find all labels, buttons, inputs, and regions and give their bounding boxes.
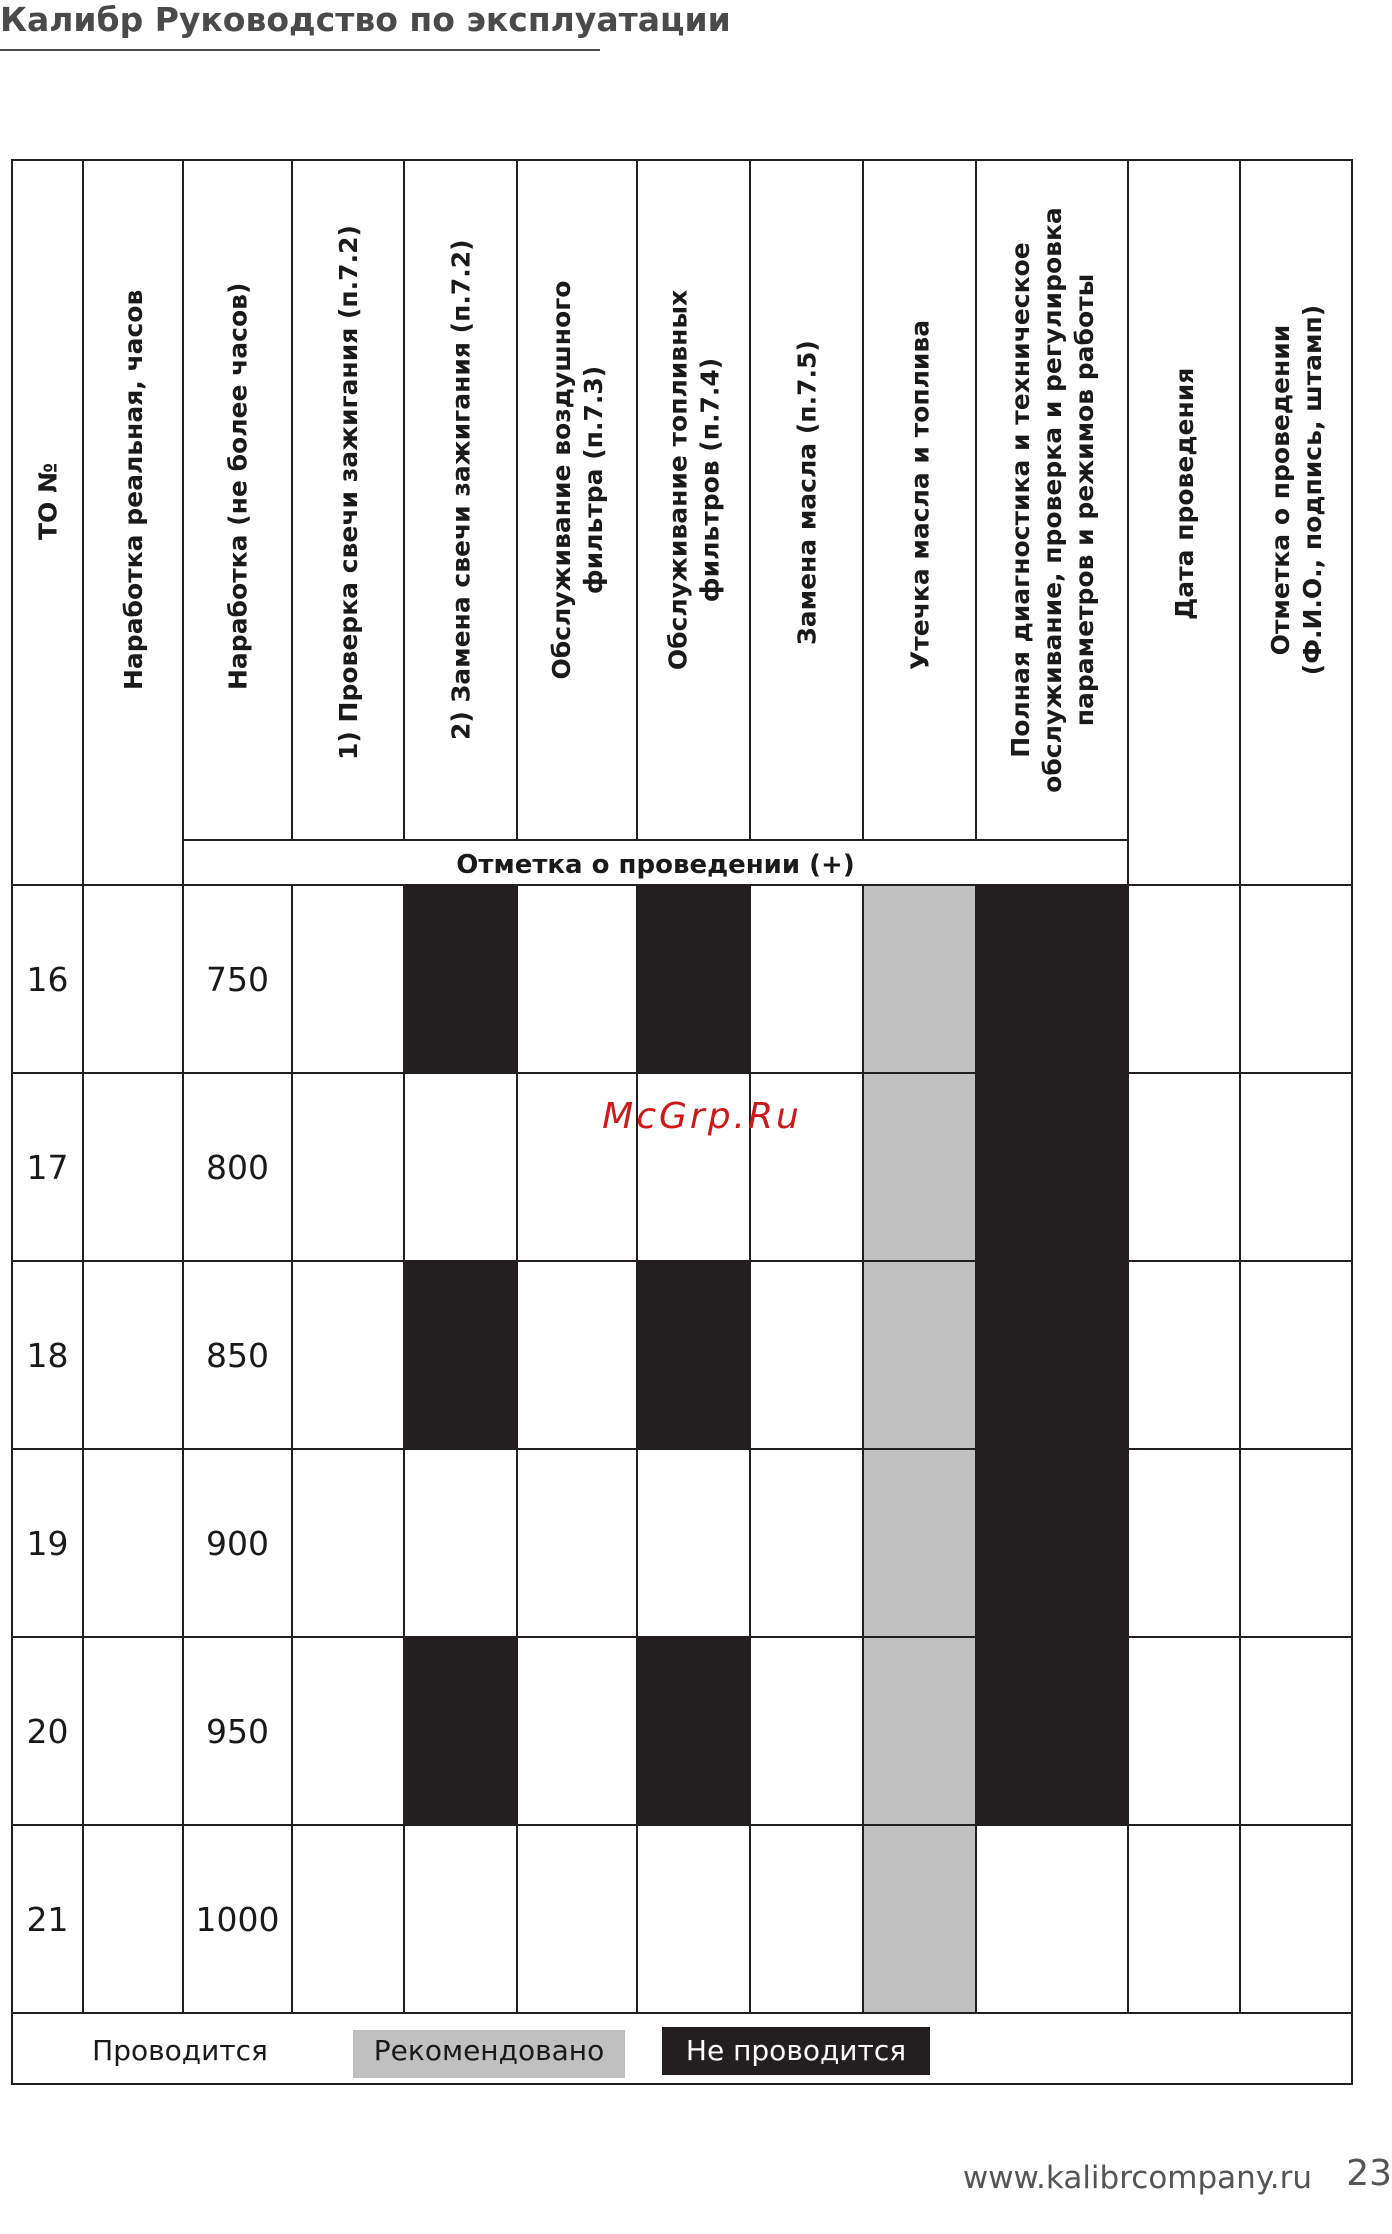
column-header-label: обслуживание, проверка и регулировка	[1038, 207, 1067, 793]
marked-cell-black	[976, 1449, 1128, 1637]
column-header-label: фильтра (п.7.3)	[579, 365, 608, 595]
marked-cell-gray	[863, 885, 976, 1073]
column-header-label: Наработка реальная, часов	[119, 289, 148, 690]
marked-cell-black	[404, 1637, 517, 1825]
column-header	[793, 340, 822, 645]
marked-cell-black	[976, 1261, 1128, 1449]
column-header-label: Полная диагностика и техническое	[1006, 242, 1035, 758]
document-title: Калибр Руководство по эксплуатации	[0, 0, 731, 39]
legend-not-done: Не проводится	[685, 2034, 907, 2067]
to-number: 19	[26, 1524, 69, 1563]
column-header-label: Обслуживание топливных	[663, 289, 693, 671]
legend-recommended: Рекомендовано	[373, 2034, 605, 2067]
to-number: 16	[26, 960, 69, 999]
marked-cell-black	[976, 1637, 1128, 1825]
max-hours: 850	[206, 1336, 269, 1375]
subheader-label: Отметка о проведении (+)	[456, 850, 855, 880]
column-header-label: 1) Проверка свечи зажигания (п.7.2)	[334, 225, 363, 760]
marked-cell-black	[404, 885, 517, 1073]
column-header-label: Обслуживание воздушного	[547, 280, 576, 680]
column-header-label: (Ф.И.О., подпись, штамп)	[1298, 304, 1327, 676]
marked-cell-black	[637, 1637, 750, 1825]
max-hours: 750	[206, 960, 269, 999]
marked-cell-gray	[863, 1449, 976, 1637]
legend-done: Проводится	[92, 2034, 268, 2067]
column-header-label: 2) Замена свечи зажигания (п.7.2)	[446, 239, 476, 740]
to-number: 20	[26, 1712, 69, 1751]
marked-cell-black	[637, 1261, 750, 1449]
marked-cell-gray	[863, 1637, 976, 1825]
to-number: 17	[26, 1148, 69, 1187]
page-number: 23	[1346, 2153, 1392, 2194]
column-header	[34, 463, 63, 540]
marked-cell-gray	[863, 1261, 976, 1449]
column-header	[1170, 368, 1199, 620]
max-hours: 800	[206, 1148, 269, 1187]
column-header	[334, 225, 363, 760]
column-header	[906, 320, 935, 670]
to-number: 21	[26, 1900, 69, 1939]
max-hours: 900	[206, 1524, 269, 1563]
column-header	[1266, 305, 1327, 675]
marked-cell-black	[404, 1261, 517, 1449]
column-header-label: Наработка (не более часов)	[223, 282, 253, 690]
column-header-label: Замена масла (п.7.5)	[792, 340, 822, 645]
column-header-label: фильтров (п.7.4)	[695, 357, 725, 603]
marked-cell-black	[976, 1073, 1128, 1261]
column-header-label: Дата проведения	[1170, 367, 1199, 620]
max-hours: 950	[206, 1712, 269, 1751]
column-header	[119, 290, 148, 690]
column-header	[1006, 207, 1099, 793]
column-header-label: ТО №	[33, 462, 63, 540]
column-header-label: Отметка о проведении	[1266, 324, 1295, 656]
column-header-label: Утечка масла и топлива	[905, 319, 935, 670]
column-header	[547, 281, 608, 680]
column-header	[224, 283, 253, 690]
marked-cell-gray	[863, 1825, 976, 2013]
marked-cell-black	[976, 885, 1128, 1073]
marked-cell-gray	[863, 1073, 976, 1261]
to-number: 18	[26, 1336, 69, 1375]
marked-cell-black	[637, 885, 750, 1073]
column-header	[664, 290, 725, 670]
column-header	[447, 239, 476, 740]
footer-website[interactable]: www.kalibrcompany.ru	[962, 2160, 1312, 2196]
column-header-label: параметров и режимов работы	[1070, 273, 1099, 727]
watermark-text: McGrp.Ru	[602, 1096, 802, 1137]
max-hours: 1000	[195, 1900, 280, 1939]
